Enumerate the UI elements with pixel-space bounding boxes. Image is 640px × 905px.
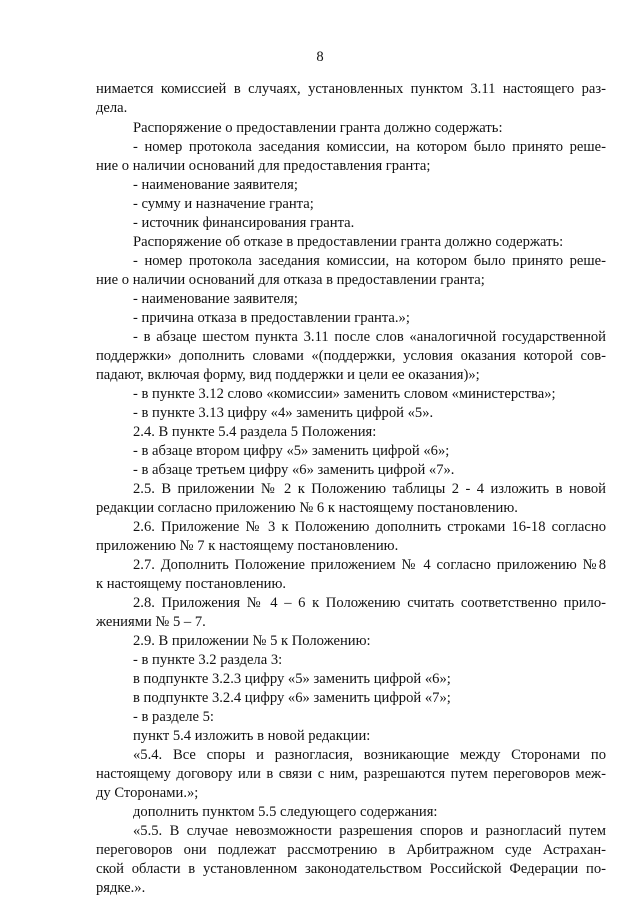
text-line: - в абзаце шестом пункта 3.11 после слов «аналогичной государственной xyxy=(133,329,606,345)
text-line: «5.4. Все споры и разногласия, возникающие между Сторонами по xyxy=(133,747,606,763)
text-line: в подпункте 3.2.4 цифру «6» заменить цифрой «7»; xyxy=(133,690,451,706)
page-number: 8 xyxy=(316,49,324,65)
text-line: 2.4. В пункте 5.4 раздела 5 Положения: xyxy=(133,424,377,440)
text-line: 2.6. Приложение № 3 к Положению дополнить строками 16-18 согласно xyxy=(133,519,606,535)
text-line: ние о наличии оснований для предоставления гранта; xyxy=(96,158,431,174)
text-line: - наименование заявителя; xyxy=(133,177,298,193)
text-line: настоящему договору или в связи с ним, разрешаются путем переговоров меж- xyxy=(96,766,606,782)
text-line: - наименование заявителя; xyxy=(133,291,298,307)
text-line: 2.5. В приложении № 2 к Положению таблицы 2 - 4 изложить в новой xyxy=(133,481,606,497)
text-line: дополнить пунктом 5.5 следующего содержания: xyxy=(133,804,438,820)
text-line: ду Сторонами.»; xyxy=(96,785,199,801)
text-line: ние о наличии оснований для отказа в предоставлении гранта; xyxy=(96,272,485,288)
text-line: - в абзаце втором цифру «5» заменить цифрой «6»; xyxy=(133,443,450,459)
text-line: к настоящему постановлению. xyxy=(96,576,287,592)
text-line: ской области в установленном законодательством Российской Федерации по- xyxy=(96,861,606,877)
text-line: - сумму и назначение гранта; xyxy=(133,196,314,212)
text-line: нимается комиссией в случаях, установленных пунктом 3.11 настоящего раз- xyxy=(96,81,606,97)
text-line: 2.7. Дополнить Положение приложением № 4 согласно приложению №8 xyxy=(133,557,606,573)
text-line: - в разделе 5: xyxy=(133,709,214,725)
text-line: «5.5. В случае невозможности разрешения споров и разногласий путем xyxy=(133,823,606,839)
text-line: поддержки» дополнить словами «(поддержки, условия оказания которой сов- xyxy=(96,348,606,364)
text-line: Распоряжение об отказе в предоставлении гранта должно содержать: xyxy=(133,234,564,250)
text-line: переговоров они подлежат рассмотрению в Арбитражном суде Астрахан- xyxy=(96,842,606,858)
text-line: падают, включая форму, вид поддержки и цели ее оказания)»; xyxy=(96,367,480,383)
text-line: - номер протокола заседания комиссии, на котором было принято реше- xyxy=(133,253,606,269)
text-line: приложению № 7 к настоящему постановлению. xyxy=(96,538,399,554)
text-line: дела. xyxy=(96,100,128,116)
text-line: - в пункте 3.2 раздела 3: xyxy=(133,652,283,668)
text-line: - причина отказа в предоставлении гранта.»; xyxy=(133,310,410,326)
text-line: - в пункте 3.12 слово «комиссии» заменить словом «министерства»; xyxy=(133,386,556,402)
text-line: - в абзаце третьем цифру «6» заменить цифрой «7». xyxy=(133,462,455,478)
text-line: жениями № 5 – 7. xyxy=(96,614,206,630)
text-line: в подпункте 3.2.3 цифру «5» заменить цифрой «6»; xyxy=(133,671,451,687)
text-line: Распоряжение о предоставлении гранта должно содержать: xyxy=(133,120,503,136)
text-line: рядке.». xyxy=(96,880,146,896)
text-line: редакции согласно приложению № 6 к настоящему постановлению. xyxy=(96,500,518,516)
text-line: - источник финансирования гранта. xyxy=(133,215,355,231)
text-line: 2.8. Приложения № 4 – 6 к Положению считать соответственно прило- xyxy=(133,595,606,611)
text-line: 2.9. В приложении № 5 к Положению: xyxy=(133,633,371,649)
text-line: - в пункте 3.13 цифру «4» заменить цифрой «5». xyxy=(133,405,434,421)
text-line: пункт 5.4 изложить в новой редакции: xyxy=(133,728,371,744)
text-line: - номер протокола заседания комиссии, на котором было принято реше- xyxy=(133,139,606,155)
